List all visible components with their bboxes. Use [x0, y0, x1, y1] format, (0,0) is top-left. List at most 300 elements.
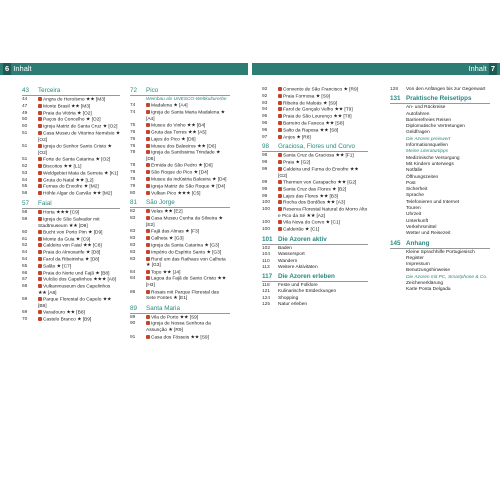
toc-entry [130, 270, 230, 277]
entry-label: Paços do Concelho ★ [O2] [43, 117, 101, 123]
toc-entry [22, 257, 120, 264]
entry-text [38, 111, 120, 118]
entry-page-number: 69 [22, 297, 28, 303]
entry-text [146, 243, 230, 250]
entry-text [38, 264, 120, 271]
entry-text [38, 284, 120, 297]
sight-marker-icon [278, 227, 282, 231]
sight-marker-icon [146, 110, 150, 114]
sight-marker-icon [278, 87, 282, 91]
entry-text [146, 110, 230, 123]
sight-marker-icon [146, 236, 150, 240]
section-title: Santa Maria [146, 304, 180, 312]
toc-entry [130, 130, 230, 137]
entry-page-number: 61 [22, 236, 28, 242]
entry-page-number [390, 287, 406, 293]
section-page-number: 89 [130, 304, 138, 312]
section-heading [390, 240, 490, 249]
entry-page-number: 100 [262, 207, 271, 213]
sight-marker-icon [146, 150, 150, 154]
entry-page-number: 98 [262, 153, 268, 159]
entry-text [38, 317, 120, 324]
entry-label: Geldfragen [406, 130, 430, 136]
entry-label: Monte da Guia ★ [C9] [43, 237, 91, 243]
entry-label: Angra do Heroísmo ★★ [M3] [43, 97, 106, 103]
entry-text [38, 191, 120, 198]
sight-marker-icon [38, 157, 42, 161]
entry-page-number: 78 [130, 177, 136, 183]
sight-marker-icon [146, 229, 150, 233]
entry-page-number: 80 [130, 190, 136, 196]
toc-entry [22, 277, 120, 284]
toc-entry [262, 153, 368, 160]
entry-page-number: 91 [130, 334, 136, 340]
entry-label: Impressum [406, 262, 430, 268]
sight-marker-icon [146, 321, 150, 325]
entry-label: Benutzungshinweise [406, 268, 451, 274]
toc-entry [130, 276, 230, 289]
entry-label: Öffnungszeiten [406, 174, 439, 180]
entry-page-number: 64 [22, 257, 28, 263]
entry-page-number: 76 [130, 136, 136, 142]
entry-text [146, 335, 230, 342]
entry-label: Weitere Aktivitäten [278, 264, 318, 270]
toc-entry [22, 243, 120, 250]
entry-text [146, 191, 230, 198]
entry-text [38, 97, 120, 104]
entry-label: Museu da Indústria Baleeira ★ [D4] [151, 177, 227, 183]
section-page-number: 101 [262, 235, 273, 243]
entry-page-number: 90 [130, 321, 136, 327]
toc-entry [262, 265, 368, 271]
entry-label: Igreja Matriz de São Roque ★ [D4] [151, 184, 226, 190]
left-header-title: Inhalt [13, 64, 32, 73]
entry-text [146, 137, 230, 144]
entry-text [146, 184, 230, 191]
entry-page-number: 128 [390, 87, 399, 92]
entry-page-number: 68 [22, 284, 28, 290]
toc-entry [130, 177, 230, 184]
section-title: São Jorge [146, 199, 175, 207]
toc-entry [130, 184, 230, 191]
sight-marker-icon [38, 171, 42, 175]
section-heading [130, 87, 230, 96]
entry-label: Vulkan Pico ★★★ [C5] [151, 191, 201, 197]
toc-entry [22, 104, 120, 111]
entry-label: Gruta do Natal ★★ [L2] [43, 178, 94, 184]
entry-page-number: 102 [262, 245, 271, 251]
entry-label: Sicherheit [406, 187, 428, 193]
entry-text [146, 250, 230, 257]
entry-label: Santa Cruz da Graciosa ★★ [F1] [283, 153, 354, 159]
entry-label: Kleine Sprachhilfe Portugiesisch [406, 249, 475, 255]
sight-marker-icon [278, 121, 282, 125]
section-page-number: 117 [262, 273, 273, 281]
sight-marker-icon [38, 191, 42, 195]
toc-entry [22, 184, 120, 191]
entry-label: Vila do Porto ★★ [S9] [151, 315, 199, 321]
entry-page-number: 50 [22, 117, 28, 123]
entry-label: Forte de Santa Catarina ★ [O2] [43, 157, 111, 163]
toc-entry [262, 220, 368, 227]
section-subtitle: Weinbau als UNESCO-Weltkulturerbe [146, 97, 227, 102]
entry-page-number: 44 [22, 97, 28, 102]
toc-section [262, 143, 368, 234]
toc-entry [130, 103, 230, 110]
sight-marker-icon [146, 177, 150, 181]
sight-marker-icon [38, 144, 42, 148]
section-heading [262, 236, 368, 245]
entry-page-number: 89 [130, 314, 136, 320]
toc-entry [22, 317, 120, 324]
toc-entry [262, 135, 368, 142]
entry-label: Farol de Gonçalo Velho ★★ [T9] [283, 107, 353, 113]
entry-label: Die Azoren preiswert [406, 136, 451, 142]
sight-marker-icon [38, 250, 42, 254]
entry-label: Telefonieren und Internet [406, 199, 460, 205]
entry-text [146, 321, 230, 334]
entry-text [38, 184, 120, 191]
sight-marker-icon [38, 277, 42, 281]
entry-text [278, 121, 368, 128]
toc-entry [130, 243, 230, 250]
toc-entry [130, 290, 230, 303]
entry-page-number: 100 [262, 200, 271, 206]
toc-section [130, 199, 230, 302]
toc-section [390, 240, 490, 294]
toc-section [130, 305, 230, 342]
entry-text [146, 144, 230, 151]
entry-text [278, 153, 368, 160]
entry-page-number: 118 [262, 283, 270, 289]
section-heading [22, 200, 120, 209]
sight-marker-icon [38, 97, 42, 101]
entry-text [146, 236, 230, 243]
entry-text [146, 276, 230, 289]
entry-page-number: 94 [262, 107, 268, 113]
section-page-number: 98 [262, 143, 270, 151]
toc-section [262, 236, 368, 271]
entry-page-number: 97 [262, 134, 268, 140]
sight-marker-icon [38, 243, 42, 247]
entry-text [146, 103, 230, 110]
sight-marker-icon [146, 191, 150, 195]
sight-marker-icon [278, 114, 282, 118]
sight-marker-icon [38, 257, 42, 261]
sight-marker-icon [278, 160, 282, 164]
sight-marker-icon [38, 104, 42, 108]
toc-entry [130, 150, 230, 163]
sight-marker-icon [146, 163, 150, 167]
entry-page-number: 99 [262, 180, 268, 186]
entry-text [146, 270, 230, 277]
entry-label: Baden [278, 245, 292, 251]
entry-page-number: 53 [22, 170, 28, 176]
section-title: Praktische Reisetipps [406, 95, 472, 103]
toc-entry [262, 128, 368, 135]
entry-page-number: 86 [130, 289, 136, 295]
toc-section [22, 87, 120, 198]
toc-entry [262, 187, 368, 194]
section-title: Anhang [406, 239, 430, 247]
entry-page-number: 125 [262, 302, 271, 308]
entry-page-number: 110 [262, 258, 270, 264]
toc-entry [130, 315, 230, 322]
entry-text [146, 150, 230, 163]
entry-label: Lajes do Pico ★ [D6] [151, 137, 196, 143]
toc-entry [22, 144, 120, 157]
entry-label: São Roque do Pico ★ [D4] [151, 170, 209, 176]
entry-label: Furnas do Enxofre ★ [M2] [43, 184, 99, 190]
entry-page-number [390, 231, 406, 237]
sight-marker-icon [278, 167, 282, 171]
sight-marker-icon [38, 217, 42, 221]
entry-label: Convento de São Francisco ★ [R9] [283, 87, 358, 93]
entry-text [278, 220, 368, 227]
entry-label: Casa Museu de Vitorino Nemésio ★ [O2] [38, 131, 121, 143]
toc-entry [130, 123, 230, 130]
entry-page-number: 99 [262, 193, 268, 199]
toc-entry [390, 231, 490, 237]
entry-text [278, 180, 368, 187]
toc-entry [262, 114, 368, 121]
entry-text [278, 160, 368, 167]
section-heading [22, 87, 120, 96]
entry-label: Touren [406, 206, 421, 212]
entry-page-number: 54 [22, 177, 28, 183]
sight-marker-icon [146, 103, 150, 107]
toc-entry [22, 157, 120, 164]
entry-text [278, 194, 368, 201]
toc-entry [262, 180, 368, 187]
entry-label: Wetter und Reisezeit [406, 231, 451, 237]
entry-label: Thermen von Carapacho ★★ [G2] [283, 180, 357, 186]
entry-label: Mit Kindern unterwegs [406, 161, 454, 167]
toc-entry [262, 107, 368, 114]
entry-page-number: 83 [130, 216, 136, 222]
entry-text [278, 135, 368, 142]
entry-label: Caldeira von Faial ★★ [C8] [43, 243, 102, 249]
entry-page-number: 83 [130, 249, 136, 255]
toc-entry [22, 210, 120, 217]
section-heading [390, 95, 490, 104]
entry-label: Lajes das Flores ★★ [B3] [283, 194, 338, 200]
sight-marker-icon [278, 107, 282, 111]
toc-section [22, 200, 120, 324]
entry-page-number: 78 [130, 170, 136, 176]
toc-entry [262, 121, 368, 128]
entry-text [38, 178, 120, 185]
toc-entry [262, 227, 368, 234]
sight-marker-icon [278, 180, 282, 184]
sight-marker-icon [38, 111, 42, 115]
entry-text [278, 87, 368, 94]
entry-text [278, 265, 368, 271]
entry-page-number: 92 [262, 93, 268, 99]
section-heading [262, 143, 368, 152]
entry-page-number: 83 [130, 236, 136, 242]
toc-entry [22, 131, 120, 144]
entry-label: Igreja de São Salvador mit Stadtmuseum ★★ [D9] [38, 217, 100, 229]
entry-label: Barrierefreies Reisen [406, 117, 452, 123]
section-heading [130, 305, 230, 314]
section-page-number: 57 [22, 199, 30, 207]
sight-marker-icon [146, 243, 150, 247]
entry-label: Fajã das Almas ★ [F3] [151, 229, 200, 235]
toc-entry [262, 101, 368, 108]
entry-label: Rosais mit Parque Florestal das Sete Fontes ★ [E1] [146, 290, 219, 302]
entry-label: Weldgebiet Mata da Serreta ★ [K1] [43, 171, 119, 177]
toc-entry [130, 137, 230, 144]
entry-page-number: 100 [262, 227, 271, 233]
sight-marker-icon [278, 94, 282, 98]
entry-text [278, 114, 368, 121]
entry-text [146, 229, 230, 236]
toc-section [390, 95, 490, 237]
sight-marker-icon [38, 131, 42, 135]
sight-marker-icon [278, 153, 282, 157]
toc-entry [22, 310, 120, 317]
entry-label: Register [406, 255, 424, 261]
entry-text [406, 87, 490, 93]
toc-column-4 [390, 87, 490, 296]
sight-marker-icon [278, 220, 282, 224]
sight-marker-icon [38, 124, 42, 128]
toc-entry [130, 163, 230, 170]
right-page-number: 7 [490, 64, 495, 73]
entry-text [38, 164, 120, 171]
toc-entry [22, 171, 120, 178]
entry-page-number: 76 [130, 129, 136, 135]
right-header-title: Inhalt [468, 64, 487, 73]
toc-entry [130, 110, 230, 123]
toc-entry [22, 284, 120, 297]
entry-label: Bucht von Porto Pim ★ [D9] [43, 230, 103, 236]
entry-text [38, 237, 120, 244]
entry-label: Império do Espírito Santo ★ [G3] [151, 250, 222, 256]
entry-page-number: 59 [22, 216, 28, 222]
entry-label: Vulkanmuseum des Capelinhos ★★ [A8] [38, 284, 111, 297]
entry-label: Casa Museu Cunha da Silveira ★ [E2] [146, 216, 223, 229]
toc-section [130, 87, 230, 197]
entry-label: Horta ★★★ [C9] [43, 210, 80, 216]
entry-text [38, 297, 120, 310]
entry-label: Karte Ponta Delgada [406, 287, 451, 293]
entry-label: Uhrzeit [406, 212, 422, 218]
entry-text [146, 170, 230, 177]
entry-text [38, 217, 120, 230]
toc-entry [22, 237, 120, 244]
entry-label: Praia ★ [G2] [283, 160, 311, 166]
sight-marker-icon [278, 128, 282, 132]
toc-entry [390, 287, 490, 293]
entry-label: Die Azoren mit PC, Smartphone & Co. [406, 274, 488, 280]
sight-marker-icon [38, 297, 42, 301]
sight-marker-icon [146, 170, 150, 174]
sight-marker-icon [38, 310, 42, 314]
section-page-number: 145 [390, 239, 401, 247]
toc-entry [22, 230, 120, 237]
toc-entry [22, 191, 120, 198]
entry-text [406, 231, 490, 237]
entry-text [146, 209, 230, 216]
entry-page-number: 99 [262, 186, 268, 192]
entry-text [146, 130, 230, 137]
entry-page-number: 124 [262, 295, 271, 301]
entry-text [278, 302, 368, 308]
entry-text [38, 277, 120, 284]
toc-entry [130, 209, 230, 216]
toc-column-2 [130, 87, 230, 343]
toc-entry [22, 97, 120, 104]
toc-entry [22, 250, 120, 257]
toc-entry [130, 321, 230, 334]
entry-label: Igreja de Nossa Senhora da Assunção ★ [R9] [146, 321, 211, 334]
section-page-number: 43 [22, 87, 30, 94]
sight-marker-icon [278, 194, 282, 198]
entry-label: Santa Cruz das Flores ★ [B2] [283, 187, 347, 193]
entry-label: Verkehrsmittel [406, 224, 437, 230]
entry-label: Anjos ★ [R8] [283, 135, 311, 141]
entry-page-number: 104 [262, 252, 271, 258]
sight-marker-icon [38, 117, 42, 121]
sight-marker-icon [38, 271, 42, 275]
entry-label: Diplomatische Vertretungen [406, 124, 465, 130]
entry-page-number: 83 [130, 229, 136, 235]
entry-text [278, 128, 368, 135]
section-title: Pico [146, 87, 159, 94]
toc-entry [130, 144, 230, 151]
entry-label: Topo ★★ [J4] [151, 270, 181, 276]
entry-page-number: 82 [130, 209, 136, 215]
entry-text [146, 315, 230, 322]
toc-section [262, 273, 368, 308]
section-title: Die Azoren erleben [278, 273, 335, 281]
entry-label: Vila Nova do Corvo ★ [C1] [283, 220, 341, 226]
entry-page-number: 96 [262, 120, 268, 126]
section-page-number: 72 [130, 87, 138, 94]
entry-text [278, 101, 368, 108]
entry-text [38, 117, 120, 124]
entry-text [146, 123, 230, 130]
entry-label: Lagoa da Fajã de Santo Cristo ★★ [H3] [146, 276, 227, 289]
entry-text [146, 290, 230, 303]
entry-label: Praia do Norte und Fajã ★ [B8] [43, 271, 110, 277]
sight-marker-icon [146, 335, 150, 339]
entry-label: Museu dos Baleeiros ★★ [D6] [151, 144, 216, 150]
sight-marker-icon [38, 237, 42, 241]
entry-page-number: 55 [22, 184, 28, 190]
entry-text [278, 200, 368, 207]
entry-label: Vulcão dos Capelinhos ★★★ [A8] [43, 277, 116, 283]
entry-label: Unterkunft [406, 218, 429, 224]
entry-text [38, 257, 120, 264]
section-title: Faial [38, 199, 52, 207]
toc-entry [262, 302, 368, 308]
sight-marker-icon [146, 276, 150, 280]
entry-page-number: 69 [22, 310, 28, 316]
entry-page-number: 95 [262, 114, 268, 120]
section-page-number: 81 [130, 199, 138, 207]
entry-page-number: 60 [22, 229, 28, 235]
sight-marker-icon [278, 135, 282, 139]
entry-label: Autofahren [406, 111, 430, 117]
entry-label: Ermida de São Pedro ★ [D6] [151, 163, 213, 169]
section-title: Die Azoren aktiv [278, 235, 327, 243]
toc-entry [22, 111, 120, 118]
entry-label: Feste und Folklore [278, 283, 318, 289]
entry-text [278, 187, 368, 194]
